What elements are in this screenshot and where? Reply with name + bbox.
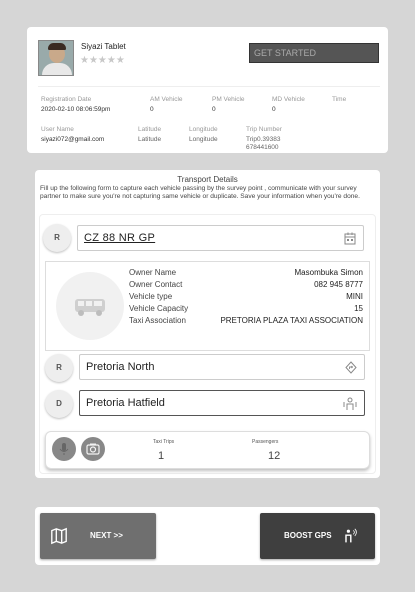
mic-icon	[52, 437, 76, 461]
trip-number-line2: 678441600	[246, 144, 279, 151]
registration-value: CZ 88 NR GP	[84, 232, 156, 244]
transport-description: Fill up the following form to capture each vehicle passing by the survey point , communicate with your survey partner to make sure you're not capturing same vehicle or duplicate. Save your information when you're done.	[40, 185, 360, 201]
camera-icon	[81, 437, 105, 461]
registration-date-label: Registration Date	[41, 96, 92, 103]
trip-number-line1: Trip0.39383	[246, 136, 281, 143]
vehicle-capacity-value: 15	[354, 304, 363, 313]
gps-person-icon	[342, 528, 358, 544]
vehicle-avatar	[56, 272, 124, 340]
route-prefix-badge[interactable]: R	[45, 354, 73, 382]
time-label: Time	[332, 96, 347, 103]
next-button-label: NEXT >>	[90, 531, 123, 540]
taxi-association-label: Taxi Association	[129, 316, 186, 325]
map-icon	[50, 527, 68, 545]
longitude-value: Longitude	[189, 136, 218, 143]
person-pin-icon[interactable]	[343, 397, 357, 411]
directions-icon[interactable]	[345, 361, 357, 374]
bus-icon	[56, 272, 124, 340]
vehicle-type-label: Vehicle type	[129, 292, 173, 301]
calendar-icon[interactable]	[344, 232, 356, 245]
boost-gps-button[interactable]	[260, 513, 375, 559]
profile-card	[27, 27, 388, 153]
trip-number-label: Trip Number	[246, 126, 282, 133]
pm-vehicle-label: PM Vehicle	[212, 96, 245, 103]
route-field[interactable]	[79, 354, 365, 380]
md-vehicle-label: MD Vehicle	[272, 96, 305, 103]
mic-button[interactable]	[52, 437, 76, 461]
next-button[interactable]	[40, 513, 156, 559]
registration-field[interactable]	[77, 225, 364, 251]
longitude-label: Longitude	[189, 126, 218, 133]
md-vehicle-value: 0	[272, 106, 276, 113]
passengers-value: 12	[268, 450, 281, 462]
transport-title: Transport Details	[177, 175, 238, 184]
user-name: Siyazi Tablet	[81, 42, 126, 51]
owner-contact-value: 082 945 8777	[314, 280, 363, 289]
destination-prefix-badge[interactable]: D	[45, 390, 73, 418]
destination-field[interactable]	[79, 390, 365, 416]
route-value: Pretoria North	[86, 361, 155, 373]
owner-contact-label: Owner Contact	[129, 280, 183, 289]
taxi-association-value: PRETORIA PLAZA TAXI ASSOCIATION	[220, 316, 363, 325]
taxi-trips-value: 1	[158, 450, 165, 462]
boost-gps-label: BOOST GPS	[284, 531, 332, 540]
vehicle-capacity-label: Vehicle Capacity	[129, 304, 189, 313]
action-bar	[35, 507, 380, 565]
owner-details-box	[45, 261, 370, 351]
avatar	[38, 40, 74, 76]
registration-date-value: 2020-02-10 08:06:59pm	[41, 106, 111, 113]
passengers-label: Passengers	[252, 439, 279, 445]
divider	[38, 86, 380, 87]
registration-prefix-badge[interactable]: R	[43, 224, 71, 252]
camera-button[interactable]	[81, 437, 105, 461]
taxi-trips-label: Taxi Trips	[153, 439, 175, 445]
am-vehicle-label: AM Vehicle	[150, 96, 183, 103]
transport-details-card	[35, 170, 380, 478]
transport-form	[39, 214, 376, 474]
pm-vehicle-value: 0	[212, 106, 216, 113]
capture-bar	[45, 431, 370, 469]
rating-stars: ★★★★★	[80, 55, 125, 66]
vehicle-type-value: MINI	[346, 292, 363, 301]
latitude-label: Latitude	[138, 126, 162, 133]
latitude-value: Latitude	[138, 136, 162, 143]
destination-value: Pretoria Hatfield	[86, 397, 165, 409]
user-email-value: siyazi072@gmail.com	[41, 136, 105, 143]
get-started-button[interactable]: GET STARTED	[249, 43, 379, 63]
owner-name-value: Masombuka Simon	[294, 268, 363, 277]
owner-name-label: Owner Name	[129, 268, 177, 277]
user-name-label: User Name	[41, 126, 74, 133]
am-vehicle-value: 0	[150, 106, 154, 113]
